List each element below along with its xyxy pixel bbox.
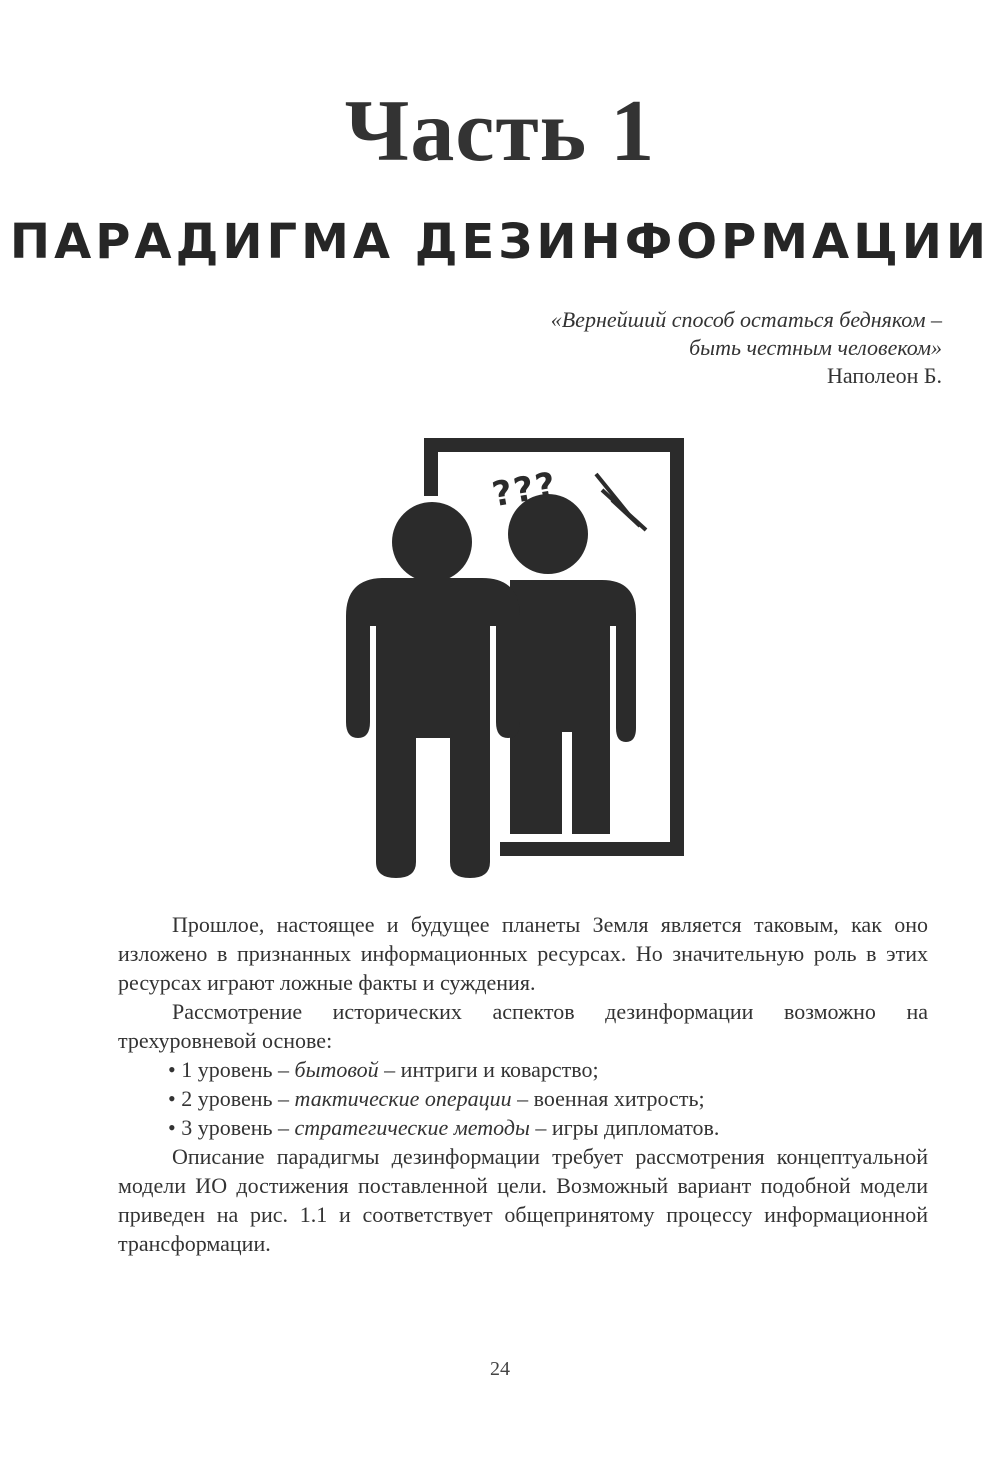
page-number: 24 — [490, 1358, 510, 1380]
person-looking-in-mirror-icon — [340, 438, 690, 878]
part-title: Часть 1 — [344, 83, 656, 180]
chapter-title: ПАРАДИГМА ДЕЗИНФОРМАЦИИ — [9, 214, 991, 270]
mirror-glare-icon — [596, 474, 646, 530]
levels-list — [118, 1055, 928, 1142]
reflection-figure — [508, 494, 636, 834]
question-marks: ??? — [489, 464, 561, 516]
epigraph — [382, 306, 942, 390]
list-item: • 3 уровень – стратегические методы – игры дипломатов. — [118, 1113, 928, 1142]
list-item: • 2 уровень – тактические операции – военная хитрость; — [118, 1084, 928, 1113]
epigraph-line-1: «Вернейший способ остаться бедняком – — [550, 307, 942, 332]
person-figure — [346, 502, 520, 878]
epigraph-line-2: быть честным человеком» — [689, 335, 942, 360]
epigraph-author: Наполеон Б. — [827, 363, 942, 388]
paragraph-2: Рассмотрение исторических аспектов дезинформации возможно на трехуровневой основе: — [118, 999, 928, 1053]
paragraph-1: Прошлое, настоящее и будущее планеты Земля является таковым, как оно изложено в признанных информационных ресурсах. Но значительную роль в этих ресурсах играют ложные факты и суждения. — [118, 912, 928, 995]
paragraph-3: Описание парадигмы дезинформации требует рассмотрения концептуальной модели ИО достижения поставленной цели. Возможный вариант подобной модели приведен на рис. 1.1 и соответствует общепринятому процессу информационной трансформации. — [118, 1144, 928, 1256]
body-text — [118, 910, 928, 1258]
list-item: • 1 уровень – бытовой – интриги и коварство; — [118, 1055, 928, 1084]
mirror-illustration — [340, 438, 690, 878]
